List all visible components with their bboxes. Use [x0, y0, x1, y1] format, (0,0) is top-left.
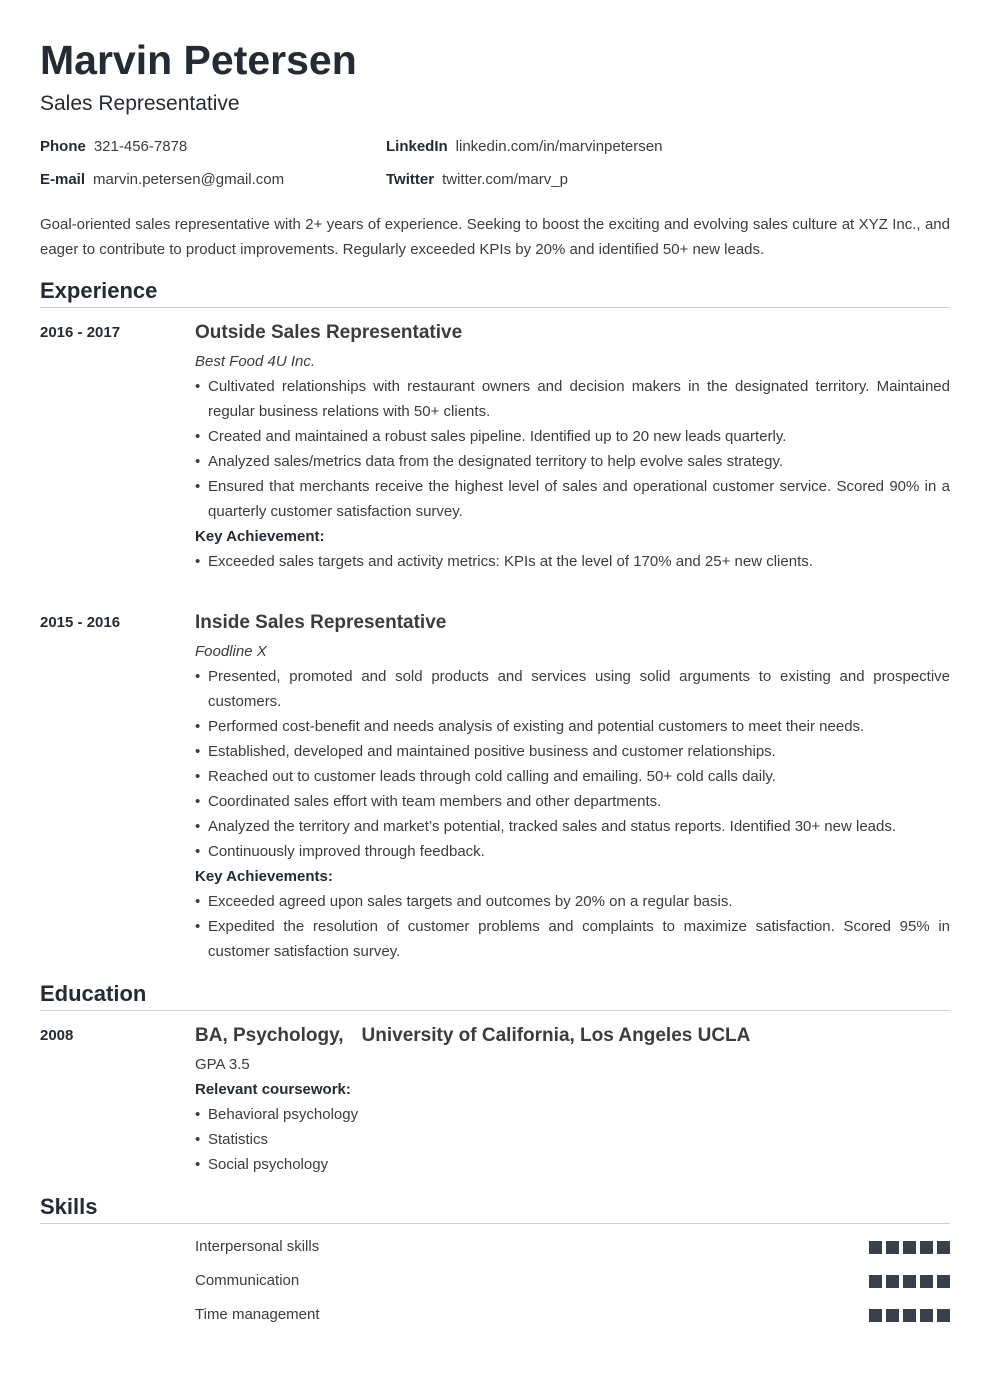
- skill-name: Interpersonal skills: [195, 1238, 320, 1255]
- twitter-label: Twitter: [386, 171, 435, 188]
- coursework-list: [195, 1102, 950, 1177]
- skill-rating: [865, 1309, 950, 1322]
- candidate-name: Marvin Petersen: [40, 37, 357, 83]
- section-heading-skills: Skills: [40, 1193, 950, 1224]
- phone-value: 321-456-7878: [93, 138, 188, 155]
- achievement-label: Key Achievement:: [195, 528, 325, 545]
- list-item: • Ensured that merchants receive the highest level of sales and operational customer service. Scored 90% in a quarterly customer satisfaction survey.: [195, 474, 950, 524]
- skill-level-square: [903, 1309, 916, 1322]
- list-item: • Cultivated relationships with restaurant owners and decision makers in the designated territory. Maintained regular business relations with 50+ clients.: [195, 374, 950, 424]
- list-item: • Established, developed and maintained positive business and customer relationships.: [195, 739, 950, 764]
- gpa: GPA 3.5: [195, 1056, 250, 1073]
- list-item: • Created and maintained a robust sales pipeline. Identified up to 20 new leads quarterly.: [195, 424, 950, 449]
- skill-level-square: [937, 1309, 950, 1322]
- skill-row: [195, 1270, 950, 1292]
- achievement-list: [195, 549, 950, 574]
- skill-level-square: [869, 1241, 882, 1254]
- skill-level-square: [869, 1309, 882, 1322]
- skill-level-square: [937, 1241, 950, 1254]
- skill-level-square: [886, 1275, 899, 1288]
- skill-level-square: [903, 1275, 916, 1288]
- job-title: Outside Sales Representative: [195, 322, 463, 343]
- list-item: • Expedited the resolution of customer problems and complaints to maximize satisfaction. Scored 95% in customer satisfaction survey.: [195, 914, 950, 964]
- contact-linkedin: [386, 137, 662, 157]
- skill-level-square: [886, 1241, 899, 1254]
- achievement-list: [195, 889, 950, 964]
- skill-rating: [865, 1241, 950, 1254]
- job-bullets: [195, 374, 950, 524]
- list-item: • Statistics: [195, 1127, 950, 1152]
- school-name: University of California, Los Angeles UCLA: [361, 1025, 751, 1046]
- skill-level-square: [920, 1275, 933, 1288]
- section-heading-education: Education: [40, 980, 950, 1011]
- section-heading-experience: Experience: [40, 277, 950, 308]
- list-item: • Continuously improved through feedback.: [195, 839, 950, 864]
- skill-level-square: [920, 1241, 933, 1254]
- achievement-label: Key Achievements:: [195, 868, 333, 885]
- skill-level-square: [869, 1275, 882, 1288]
- job-dates: 2016 - 2017: [40, 324, 121, 341]
- skill-name: Time management: [195, 1306, 320, 1323]
- phone-label: Phone: [40, 138, 86, 155]
- contact-twitter: [386, 170, 568, 190]
- list-item: • Behavioral psychology: [195, 1102, 950, 1127]
- list-item: • Social psychology: [195, 1152, 950, 1177]
- degree-line: [195, 1024, 950, 1048]
- skill-row: [195, 1304, 950, 1326]
- list-item: • Exceeded sales targets and activity metrics: KPIs at the level of 170% and 25+ new clients.: [195, 549, 950, 574]
- job-bullets: [195, 664, 950, 864]
- contact-email: [40, 170, 284, 190]
- profile-summary: Goal-oriented sales representative with 2+ years of experience. Seeking to boost the exciting and evolving sales culture at XYZ Inc., and eager to contribute to product improvements. Regularly exceeded KPIs by 20% and identified 50+ new leads.: [40, 216, 950, 258]
- email-value: marvin.petersen@gmail.com: [93, 171, 285, 188]
- skill-level-square: [920, 1309, 933, 1322]
- degree: BA, Psychology,: [195, 1025, 344, 1046]
- linkedin-value: linkedin.com/in/marvinpetersen: [455, 138, 663, 155]
- list-item: • Exceeded agreed upon sales targets and outcomes by 20% on a regular basis.: [195, 889, 950, 914]
- contact-phone: [40, 137, 187, 157]
- skill-rating: [865, 1275, 950, 1288]
- skill-level-square: [903, 1241, 916, 1254]
- job-dates: 2015 - 2016: [40, 614, 121, 631]
- list-item: • Analyzed sales/metrics data from the designated territory to help evolve sales strategy.: [195, 449, 950, 474]
- skill-level-square: [937, 1275, 950, 1288]
- list-item: • Coordinated sales effort with team members and other departments.: [195, 789, 950, 814]
- skill-level-square: [886, 1309, 899, 1322]
- list-item: • Performed cost-benefit and needs analysis of existing and potential customers to meet their needs.: [195, 714, 950, 739]
- list-item: • Presented, promoted and sold products and services using solid arguments to existing and prospective customers.: [195, 664, 950, 714]
- linkedin-label: LinkedIn: [386, 138, 448, 155]
- coursework-label: Relevant coursework:: [195, 1081, 351, 1098]
- list-item: • Analyzed the territory and market’s potential, tracked sales and status reports. Identified 30+ new leads.: [195, 814, 950, 839]
- skill-row: [195, 1236, 950, 1258]
- list-item: • Reached out to customer leads through cold calling and emailing. 50+ cold calls daily.: [195, 764, 950, 789]
- company-name: Best Food 4U Inc.: [195, 353, 316, 370]
- skill-name: Communication: [195, 1272, 300, 1289]
- job-title-headline: Sales Representative: [40, 92, 240, 115]
- twitter-value: twitter.com/marv_p: [442, 171, 568, 188]
- company-name: Foodline X: [195, 643, 267, 660]
- education-year: 2008: [40, 1027, 74, 1044]
- job-title: Inside Sales Representative: [195, 612, 447, 633]
- email-label: E-mail: [40, 171, 86, 188]
